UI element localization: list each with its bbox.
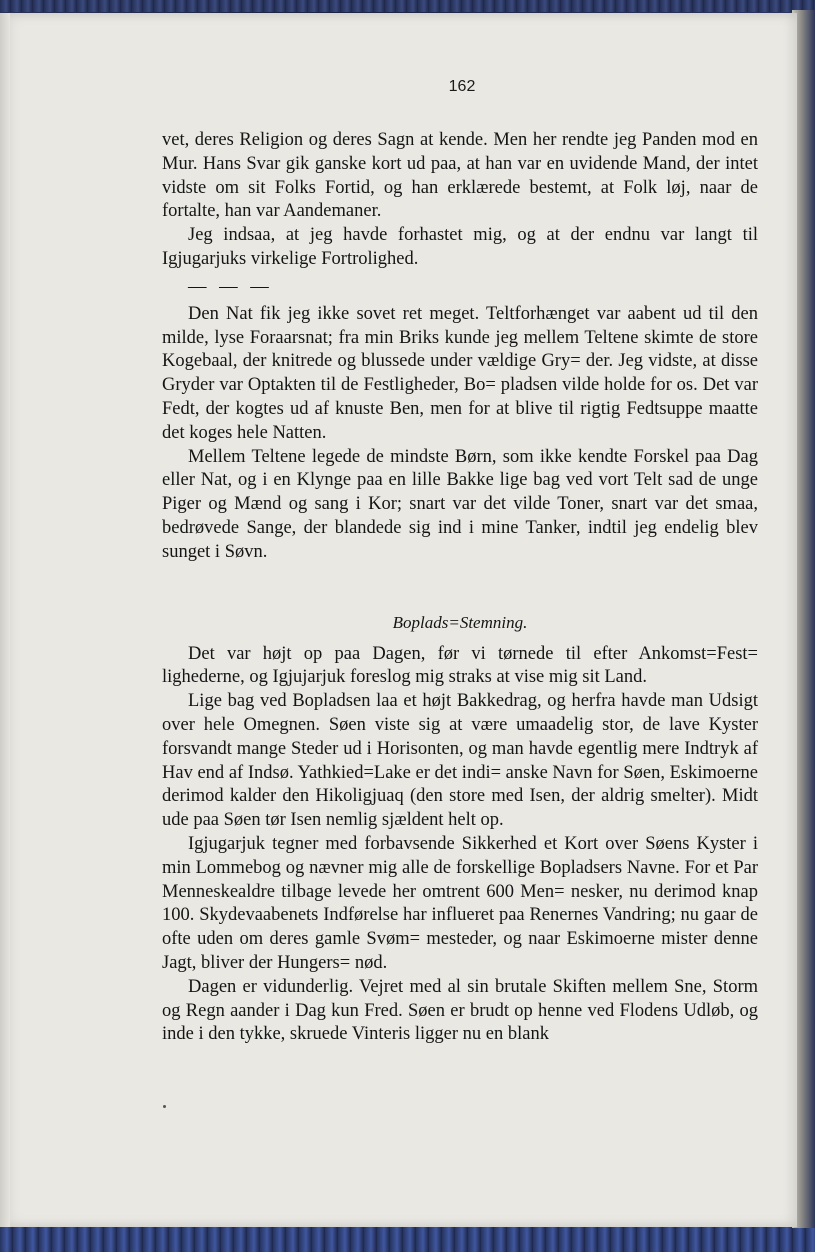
book-cover-top-edge: [0, 0, 815, 12]
paragraph: Dagen er vidunderlig. Vejret med al sin brutale Skiften mellem Sne, Storm og Regn aander i Dag kun Fred. Søen er brudt op henne ved Flodens Udløb, og inde i den tykke, skruede Vinteris ligger nu en blank: [162, 976, 758, 1045]
print-speck: [163, 1105, 166, 1108]
section-separator: — — —: [188, 276, 273, 297]
paragraph: Jeg indsaa, at jeg havde forhastet mig, og at der endnu var langt til Igjugarjuks virkelige Fortrolighed.: [162, 225, 758, 269]
paragraph: Det var højt op paa Dagen, før vi tørnede til efter Ankomst=Fest= lighederne, og Igjujarjuk foreslog mig straks at vise mig sit Land.: [162, 643, 758, 688]
paragraph: vet, deres Religion og deres Sagn at kende. Men her rendte jeg Panden mod en Mur. Hans Svar gik ganske kort ud paa, at han var en uvidende Mand, der intet vidste om sit Folks Fortid, og han erklærede bestemt, at Folk løj, naar de fortalte, han var Aandemaner.: [162, 130, 758, 222]
paragraph: Lige bag ved Bopladsen laa et højt Bakkedrag, og herfra havde man Udsigt over hele Omegnen. Søen viste sig at være umaadelig stor, de lave Kyster forsvandt mange Steder ud i Horisonten, og man havde egentlig mere Indtryk af Hav end af Indsø. Yathkied=Lake er det indi= anske Navn for Søen, Eskimoerne derimod kalder den Hikoligjuaq (den store med Isen, der aldrig smelter). Midt ude paa Søen tør Isen nemlig sjældent helt op.: [162, 691, 758, 831]
page-number: 162: [448, 78, 476, 95]
page-binding-shadow: [0, 13, 10, 1227]
page-body-text: [162, 129, 758, 1047]
paragraph: Igjugarjuk tegner med forbavsende Sikkerhed et Kort over Søens Kyster i min Lommebog og nævner mig alle de forskellige Bopladsers Navne. For et Par Menneskealdre tilbage levede her omtrent 600 Men= nesker, nu derimod knap 100. Skydevaabenets Indførelse har influeret paa Renernes Vandring; nu gaar de ofte uden om deres gamle Svøm= mesteder, og naar Eskimoerne mister denne Jagt, bliver der Hungers= nød.: [162, 833, 758, 973]
paragraph: Mellem Teltene legede de mindste Børn, som ikke kendte Forskel paa Dag eller Nat, og i en Klynge paa en lille Bakke lige bag ved vort Telt sad de unge Piger og Mænd og sang i Kor; snart var det vilde Toner, snart var det smaa, bedrøvede Sange, der blandede sig ind i mine Tanker, indtil jeg endelig blev sunget i Søvn.: [162, 446, 758, 562]
book-cover-bottom-edge: [0, 1226, 815, 1252]
paragraph: Den Nat fik jeg ikke sovet ret meget. Teltforhænget var aabent ud til den milde, lyse Foraarsnat; fra min Briks kunde jeg mellem Teltene skimte de store Kogebaal, der knitrede og blussede under vældige Gry= der. Jeg vidste, at disse Gryder var Optakten til de Festligheder, Bo= pladsen vilde holde for os. Det var Fedt, der kogtes ud af knuste Ben, men for at blive til rigtig Fedtsuppe maatte det koges hele Natten.: [162, 303, 758, 443]
section-heading: Boplads=Stemning.: [392, 612, 528, 632]
